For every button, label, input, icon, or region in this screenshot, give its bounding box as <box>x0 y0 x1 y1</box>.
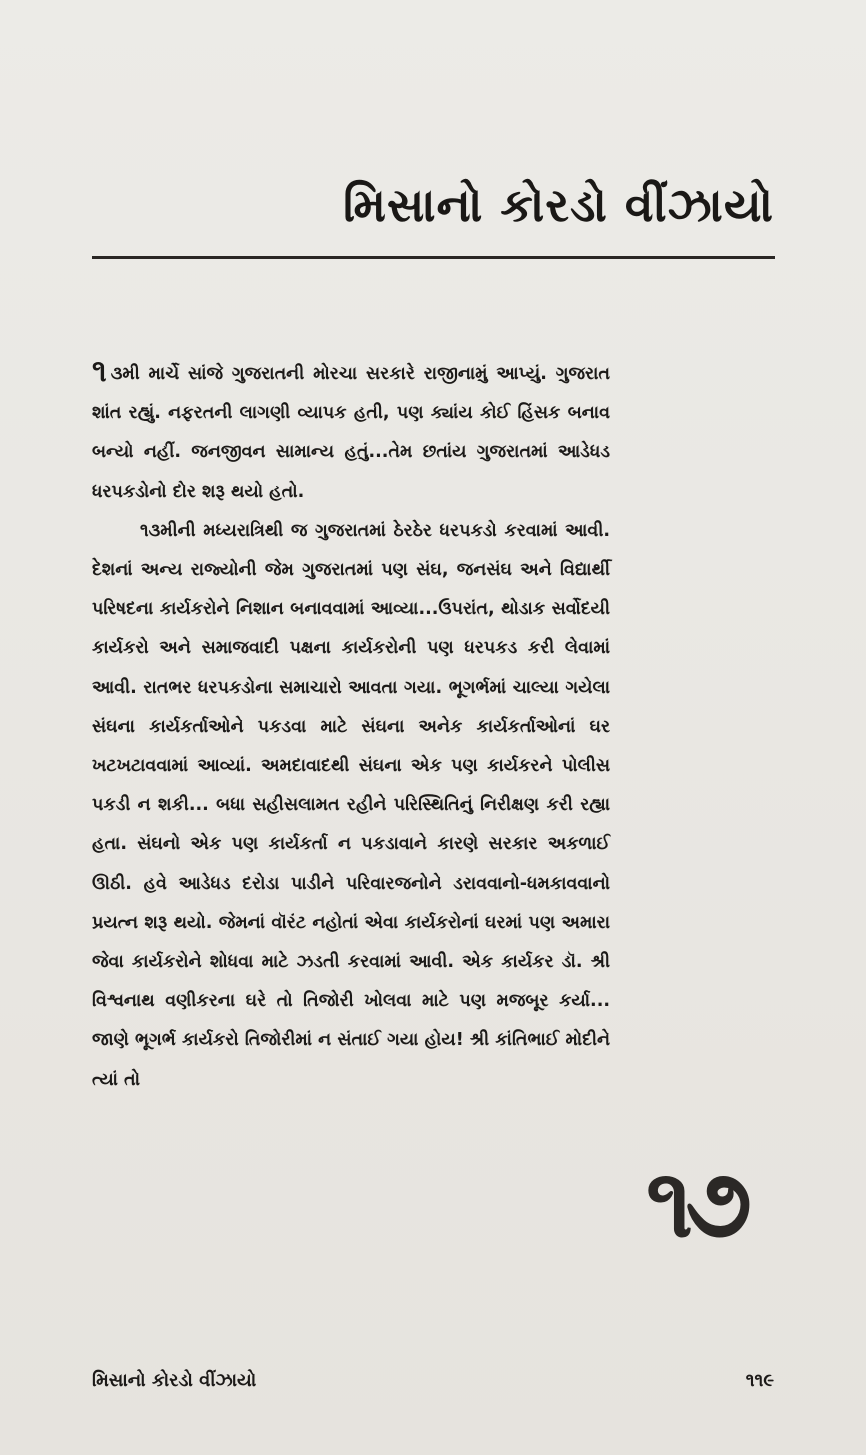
drop-cap: ૧ <box>92 354 107 389</box>
chapter-number: ૧૭ <box>646 1147 744 1259</box>
chapter-body <box>92 355 610 1100</box>
paragraph-1 <box>92 355 610 512</box>
title-divider <box>92 256 775 259</box>
chapter-title: મિસાનો કોરડો વીંઝાયો <box>343 178 774 232</box>
page-number: ૧૧૯ <box>745 1370 774 1391</box>
paragraph-2: ૧૩મીની મધ્યરાત્રિથી જ ગુજરાતમાં ઠેરઠેર ધરપકડો કરવામાં આવી. દેશનાં અન્ય રાજ્યોની જેમ ગુજરાતમાં પણ સંઘ, જનસંઘ અને વિદ્યાર્થી પરિષદના કાર્યકરોને નિશાન બનાવવામાં આવ્યા...ઉપરાંત, થોડાક સર્વોદયી કાર્યકરો અને સમાજવાદી પક્ષના કાર્યકરોની પણ ધરપકડ કરી લેવામાં આવી. રાતભર ધરપકડોના સમાચારો આવતા ગયા. ભૂગર્ભમાં ચાલ્યા ગયેલા સંઘના કાર્યકર્તાઓને પકડવા માટે સંઘના અનેક કાર્યકર્તાઓનાં ઘર ખટખટાવવામાં આવ્યાં. અમદાવાદથી સંઘના એક પણ કાર્યકરને પોલીસ પકડી ન શકી... બધા સહીસલામત રહીને પરિસ્થિતિનું નિરીક્ષણ કરી રહ્યા હતા. સંઘનો એક પણ કાર્યકર્તા ન પકડાવાને કારણે સરકાર અકળાઈ ઊઠી. હવે આડેધડ દરોડા પાડીને પરિવારજનોને ડરાવવાનો-ધમકાવવાનો પ્રયત્ન શરૂ થયો. જેમનાં વૉરંટ નહોતાં એવા કાર્યકરોનાં ઘરમાં પણ અમારા જેવા કાર્યકરોને શોધવા માટે ઝડતી કરવામાં આવી. એક કાર્યકર ડૉ. શ્રી વિશ્વનાથ વણીકરના ઘરે તો તિજોરી ખોલવા માટે પણ મજબૂર કર્યા... જાણે ભૂગર્ભ કાર્યકરો તિજોરીમાં ન સંતાઈ ગયા હોય! શ્રી કાંતિભાઈ મોદીને ત્યાં તો <box>92 520 610 1090</box>
paragraph-1-text: ૩મી માર્ચે સાંજે ગુજરાતની મોરચા સરકારે રાજીનામું આપ્યું. ગુજરાત શાંત રહ્યું. નફરતની લાગણી વ્યાપક હતી, પણ ક્યાંય કોઈ હિંસક બનાવ બન્યો નહીં. જનજીવન સામાન્ય હતું...તેમ છતાંય ગુજરાતમાં આડેધડ ધરપકડોનો દોર શરૂ થયો હતો. <box>92 364 610 502</box>
running-footer-title: મિસાનો કોરડો વીંઝાયો <box>92 1370 257 1391</box>
